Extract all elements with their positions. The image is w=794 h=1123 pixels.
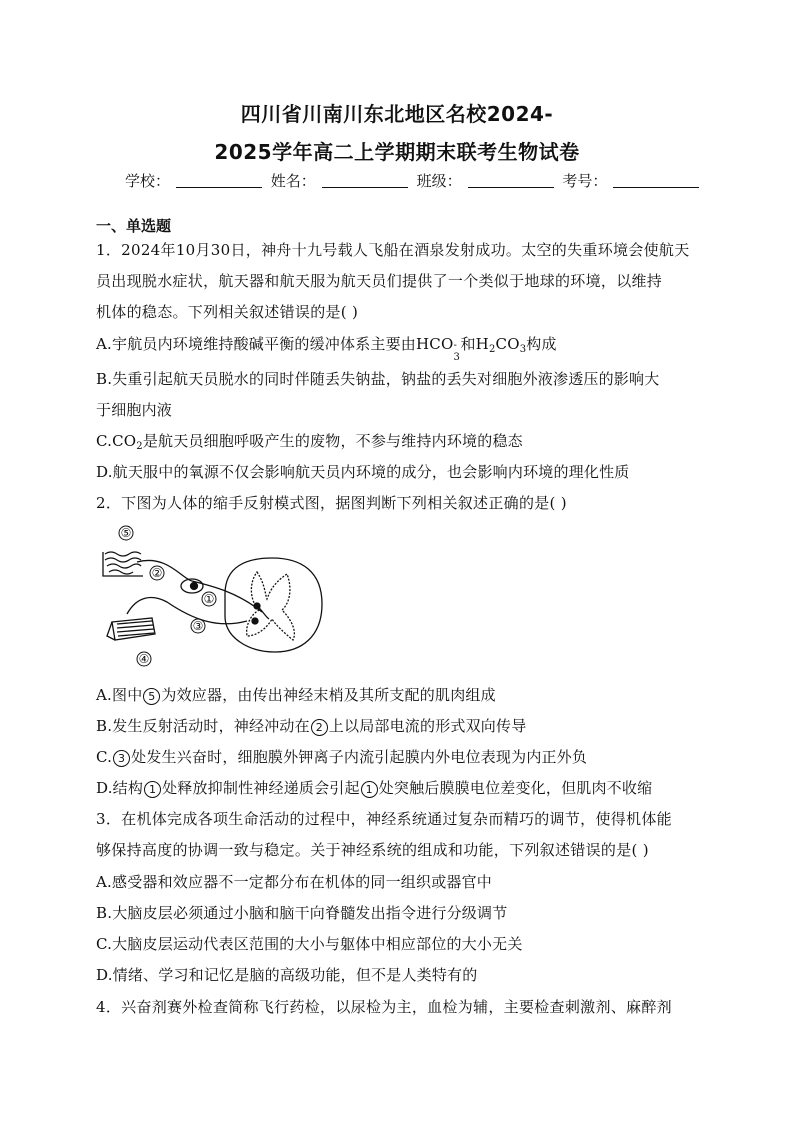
- q3-stem-line1: 3．在机体完成各项生命活动的过程中，神经系统通过复杂而精巧的调节，使得机体能: [96, 810, 672, 828]
- q3-option-d[interactable]: D.情绪、学习和记忆是脑的高级功能，但不是人类特有的: [96, 966, 478, 984]
- q2-option-c[interactable]: C. 3 处发生兴奋时，细胞膜外钾离子内流引起膜内外电位表现为内正外负: [96, 748, 588, 766]
- q1-stem-line2: 员出现脱水症状，航天器和航天服为航天员们提供了一个类似于地球的环境，以维持: [96, 272, 663, 290]
- circled-number: 3: [113, 750, 130, 767]
- q2-option-b[interactable]: B.发生反射活动时，神经冲动在 2 上以局部电流的形式双向传导: [96, 717, 527, 735]
- q1-option-b-line2[interactable]: 于细胞内液: [96, 401, 173, 419]
- student-info-row: [125, 170, 703, 191]
- name-blank[interactable]: [322, 173, 408, 188]
- q1-stem-line1: 1．2024年10月30日，神舟十九号载人飞船在酒泉发射成功。太空的失重环境会使航天: [96, 241, 690, 259]
- fig-label-1: ①: [203, 592, 215, 606]
- circled-number: 2: [311, 719, 328, 736]
- q1-option-c[interactable]: $C.CO_2$是航天员细胞呼吸产生的废物，不参与维持内环境的稳态: [96, 432, 523, 452]
- school-label: 学校：: [125, 172, 171, 190]
- q3-stem-line2: 够保持高度的协调一致与稳定。关于神经系统的组成和功能，下列叙述错误的是( ): [96, 841, 649, 859]
- exam-title-line1: 四川省川南川东北地区名校2024-: [240, 102, 554, 126]
- q1-option-a[interactable]: A.宇航员内环境维持酸碱平衡的缓冲体系主要由HCO - 3 和$H_2CO_3$构成: [96, 335, 557, 363]
- name-label: 姓名：: [270, 172, 316, 190]
- q2-option-d[interactable]: D.结构 1 处释放抑制性神经递质会引起 1 处突触后膜膜电位差变化，但肌肉不收缩: [96, 779, 653, 797]
- number-label: 考号：: [562, 172, 608, 190]
- fig-label-4: ④: [138, 652, 150, 666]
- q3-option-c[interactable]: C.大脑皮层运动代表区范围的大小与躯体中相应部位的大小无关: [96, 935, 523, 953]
- section-title: 一、单选题: [96, 217, 172, 235]
- fig-label-2: ②: [151, 566, 163, 580]
- circled-number: 5: [143, 688, 160, 705]
- q2-stem: 2．下图为人体的缩手反射模式图，据图判断下列相关叙述正确的是( ): [96, 494, 567, 512]
- q3-option-a[interactable]: A.感受器和效应器不一定都分布在机体的同一组织或器官中: [96, 873, 493, 891]
- circled-number: 1: [144, 781, 161, 798]
- q1-option-d[interactable]: D.航天服中的氧源不仅会影响航天员内环境的成分，也会影响内环境的理化性质: [96, 463, 630, 481]
- q1-option-b-line1[interactable]: B.失重引起航天员脱水的同时伴随丢失钠盐，钠盐的丢失对细胞外液渗透压的影响大: [96, 370, 660, 388]
- number-blank[interactable]: [613, 173, 699, 188]
- fig-label-5: ⑤: [120, 526, 132, 540]
- class-blank[interactable]: [468, 173, 554, 188]
- q2-option-a[interactable]: A.图中 5 为效应器，由传出神经末梢及其所支配的肌肉组成: [96, 686, 496, 704]
- q1-stem-line3: 机体的稳态。下列相关叙述错误的是( ): [96, 303, 359, 321]
- circled-number: 1: [361, 781, 378, 798]
- exam-title-line2: 2025学年高二上学期期末联考生物试卷: [214, 140, 580, 164]
- school-blank[interactable]: [176, 173, 262, 188]
- class-label: 班级：: [416, 172, 462, 190]
- q4-stem-line1: 4．兴奋剂赛外检查简称飞行药检，以尿检为主，血检为辅，主要检查刺激剂、麻醉剂: [96, 998, 672, 1016]
- q3-option-b[interactable]: B.大脑皮层必须通过小脑和脑干向脊髓发出指令进行分级调节: [96, 904, 508, 922]
- reflex-arc-diagram: [97, 524, 337, 674]
- fig-label-3: ③: [192, 619, 204, 633]
